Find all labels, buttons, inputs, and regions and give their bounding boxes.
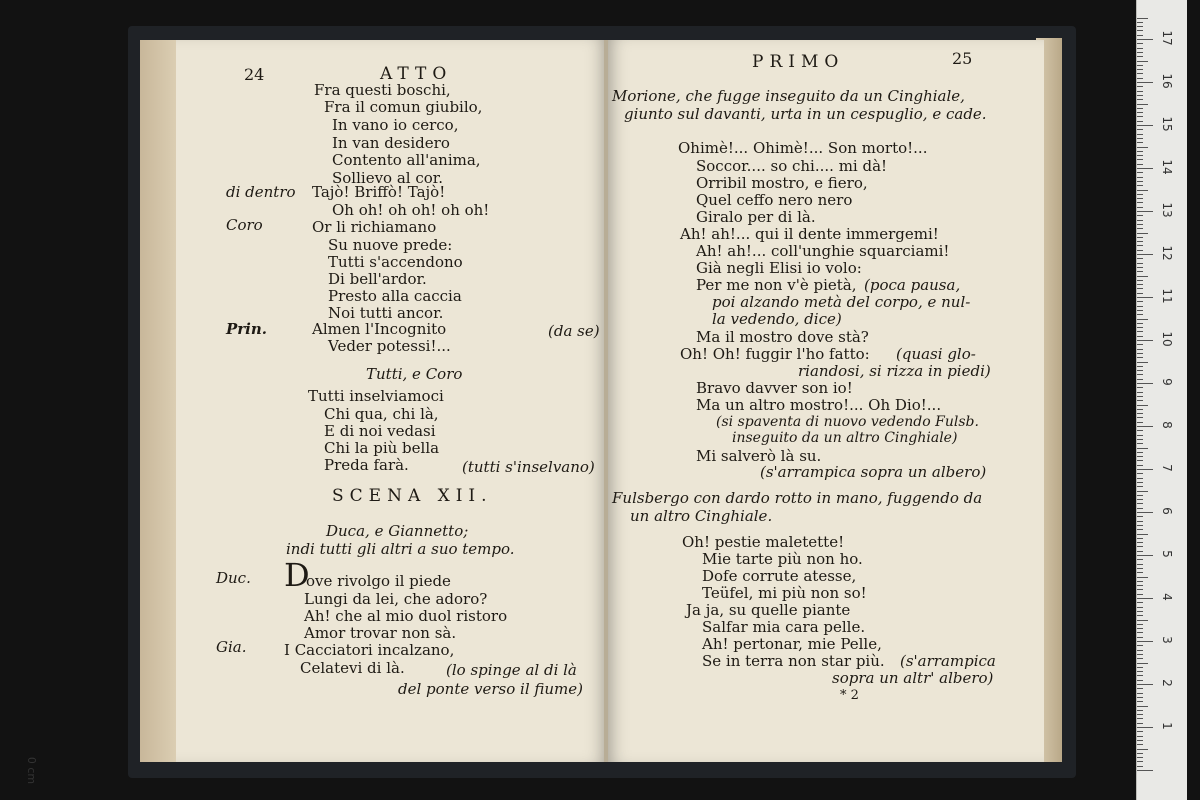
- verse-line: Amor trovar non sà.: [304, 624, 457, 642]
- speaker-label: di dentro: [226, 183, 296, 201]
- verse-line: ove rivolgo il piede: [306, 572, 451, 590]
- ruler-tick: [1137, 559, 1143, 560]
- page-edges-left: [140, 40, 180, 762]
- verse-line: Su nuove prede:: [328, 236, 453, 254]
- ruler-tick: [1137, 86, 1143, 87]
- ruler-tick: [1137, 611, 1143, 612]
- ruler-tick: [1137, 198, 1143, 199]
- ruler-number: 4: [1160, 593, 1174, 601]
- ruler-tick: [1137, 379, 1143, 380]
- ruler-tick: [1137, 727, 1153, 728]
- ruler-tick: [1137, 650, 1143, 651]
- speaker-label: Prin.: [226, 320, 268, 338]
- ruler-tick: [1137, 697, 1143, 698]
- ruler-number: 1: [1160, 722, 1174, 730]
- ruler-tick: [1137, 65, 1143, 66]
- verse-line: Or li richiamano: [312, 218, 437, 236]
- verse-line: E di noi vedasi: [324, 422, 436, 440]
- ruler-tick: [1137, 147, 1148, 148]
- ruler-tick: [1137, 607, 1143, 608]
- ruler-tick: [1137, 602, 1143, 603]
- verse-line: Per me non v'è pietà,: [696, 276, 857, 294]
- ruler-tick: [1137, 546, 1143, 547]
- ruler-tick: [1137, 693, 1143, 694]
- verse-line: Salfar mia cara pelle.: [702, 618, 866, 636]
- ruler-number: 11: [1160, 288, 1174, 304]
- ruler-tick: [1137, 568, 1143, 569]
- ruler-tick: [1137, 521, 1143, 522]
- verse-line: Se in terra non star più.: [702, 652, 885, 670]
- ruler-tick: [1137, 469, 1153, 470]
- ruler-tick: [1137, 91, 1143, 92]
- stage-direction: inseguito da un altro Cinghiale): [732, 430, 958, 446]
- ruler-tick: [1137, 615, 1143, 616]
- ruler-tick: [1137, 753, 1143, 754]
- ruler-tick: [1137, 190, 1148, 191]
- stage-direction: (quasi glo-: [896, 345, 976, 363]
- ruler-number: 10: [1160, 331, 1174, 347]
- ruler-tick: [1137, 736, 1143, 737]
- ruler-tick: [1137, 439, 1143, 440]
- ruler-tick: [1137, 250, 1143, 251]
- drop-cap: D: [284, 556, 310, 594]
- page-number: 25: [952, 49, 973, 68]
- ruler-tick: [1137, 142, 1143, 143]
- ruler-tick: [1137, 577, 1148, 578]
- verse-line: Ma un altro mostro!... Oh Dio!...: [696, 396, 942, 414]
- ruler-number: 15: [1160, 116, 1174, 132]
- ruler-tick: [1137, 491, 1148, 492]
- ruler-tick: [1137, 48, 1143, 49]
- ruler-number: 16: [1160, 73, 1174, 89]
- ruler-tick: [1137, 301, 1143, 302]
- ruler-tick: [1137, 628, 1143, 629]
- ruler-tick: [1137, 99, 1143, 100]
- speaker-label: Gia.: [216, 638, 247, 656]
- ruler-tick: [1137, 202, 1143, 203]
- ruler-tick: [1137, 280, 1143, 281]
- ruler-tick: [1137, 503, 1143, 504]
- verse-line: I Cacciatori incalzano,: [284, 641, 455, 659]
- ruler-number: 13: [1160, 202, 1174, 218]
- ruler-tick: [1137, 632, 1143, 633]
- ruler-tick: [1137, 667, 1143, 668]
- verse-line: Chi qua, chi là,: [324, 405, 439, 423]
- ruler-tick: [1137, 499, 1143, 500]
- ruler-tick: [1137, 207, 1143, 208]
- stage-direction: (da se): [548, 322, 600, 340]
- ruler-number: 14: [1160, 159, 1174, 175]
- ruler-tick: [1137, 82, 1153, 83]
- ruler-tick: [1137, 392, 1143, 393]
- ruler-tick: [1137, 172, 1143, 173]
- ruler-tick: [1137, 276, 1148, 277]
- ruler-number: 9: [1160, 378, 1174, 386]
- ruler-tick: [1137, 233, 1148, 234]
- ruler-tick: [1137, 538, 1143, 539]
- ruler-tick: [1137, 43, 1143, 44]
- ruler-tick: [1137, 151, 1143, 152]
- ruler-tick: [1137, 228, 1143, 229]
- ruler-tick: [1137, 30, 1143, 31]
- ruler-tick: [1137, 405, 1148, 406]
- ruler-tick: [1137, 18, 1148, 19]
- stage-direction: sopra un altr' albero): [832, 669, 994, 687]
- ruler-tick: [1137, 254, 1153, 255]
- ruler-tick: [1137, 452, 1143, 453]
- verse-line: Bravo davver son io!: [696, 379, 853, 397]
- verse-line: Mie tarte più non ho.: [702, 550, 863, 568]
- ruler-tick: [1137, 112, 1143, 113]
- ruler-tick: [1137, 134, 1143, 135]
- stage-direction: (s'arrampica sopra un albero): [760, 463, 987, 481]
- stage-direction: (s'arrampica: [900, 652, 996, 670]
- verse-line: Oh oh! oh oh! oh oh!: [332, 201, 490, 219]
- ruler-tick: [1137, 598, 1153, 599]
- ruler-tick: [1137, 177, 1143, 178]
- ruler-tick: [1137, 409, 1143, 410]
- verse-line: Sollievo al cor.: [332, 169, 444, 187]
- ruler-tick: [1137, 718, 1143, 719]
- ruler-tick: [1137, 529, 1143, 530]
- verse-line: Soccor.... so chi.... mi dà!: [696, 157, 888, 175]
- ruler-tick: [1137, 413, 1143, 414]
- ruler-tick: [1137, 263, 1143, 264]
- ruler-tick: [1137, 306, 1143, 307]
- ruler-tick: [1137, 749, 1148, 750]
- verse-line: Tajò! Briffò! Tajò!: [312, 183, 446, 201]
- ruler-tick: [1137, 688, 1143, 689]
- ruler-number: 6: [1160, 507, 1174, 515]
- verse-line: Preda farà.: [324, 456, 409, 474]
- stage-direction: Fulsbergo con dardo rotto in mano, fuggendo da: [612, 489, 983, 507]
- speaker-label: Coro: [226, 216, 263, 234]
- stage-direction: (si spaventa di nuovo vedendo Fulsb.: [716, 414, 979, 430]
- ruler-tick: [1137, 353, 1143, 354]
- stage-direction: (poca pausa,: [864, 276, 961, 294]
- ruler-tick: [1137, 757, 1143, 758]
- stage-direction: Tutti, e Coro: [366, 365, 463, 383]
- ruler-tick: [1137, 555, 1153, 556]
- ruler-tick: [1137, 22, 1143, 23]
- ruler-tick: [1137, 710, 1143, 711]
- ruler-tick: [1137, 387, 1143, 388]
- stage-direction: Morione, che fugge inseguito da un Cinghiale,: [612, 87, 965, 105]
- ruler-tick: [1137, 473, 1143, 474]
- ruler-tick: [1137, 293, 1143, 294]
- speaker-label: Duc.: [216, 569, 251, 587]
- ruler-tick: [1137, 723, 1143, 724]
- ruler-tick: [1137, 314, 1143, 315]
- ruler-tick: [1137, 297, 1153, 298]
- ruler-tick: [1137, 508, 1143, 509]
- ruler-tick: [1137, 637, 1143, 638]
- ruler-tick: [1137, 237, 1143, 238]
- verse-line: Contento all'anima,: [332, 151, 481, 169]
- verse-line: Presto alla caccia: [328, 287, 462, 305]
- verse-line: Teüfel, mi più non so!: [702, 584, 867, 602]
- ruler-tick: [1137, 357, 1143, 358]
- ruler-tick: [1137, 706, 1148, 707]
- ruler-tick: [1137, 319, 1148, 320]
- verse-line: Ah! pertonar, mie Pelle,: [702, 635, 882, 653]
- ruler-tick: [1137, 663, 1148, 664]
- ruler-tick: [1137, 366, 1143, 367]
- ruler-number: 12: [1160, 245, 1174, 261]
- ruler-tick: [1137, 181, 1143, 182]
- stage-direction: giunto sul davanti, urta in un cespuglio, e cade.: [624, 105, 987, 123]
- ruler-tick: [1137, 680, 1143, 681]
- ruler-number: 3: [1160, 636, 1174, 644]
- ruler-tick: [1137, 284, 1143, 285]
- ruler-tick: [1137, 435, 1143, 436]
- ruler-tick: [1137, 512, 1153, 513]
- ruler-tick: [1137, 675, 1143, 676]
- stage-direction: riandosi, si rizza in piedi): [798, 362, 991, 380]
- ruler-tick: [1137, 69, 1143, 70]
- ruler-tick: [1137, 585, 1143, 586]
- ruler-tick: [1137, 52, 1143, 53]
- running-head: PRIMO: [752, 52, 845, 72]
- ruler-tick: [1137, 245, 1143, 246]
- ruler-tick: [1137, 740, 1143, 741]
- verse-line: Orribil mostro, e fiero,: [696, 174, 868, 192]
- verse-line: Mi salverò là su.: [696, 447, 822, 465]
- ruler-tick: [1137, 39, 1153, 40]
- ruler-tick: [1137, 362, 1148, 363]
- ruler-tick: [1137, 35, 1143, 36]
- verse-line: Noi tutti ancor.: [328, 304, 444, 322]
- ruler-tick: [1137, 61, 1148, 62]
- verse-line: Chi la più bella: [324, 439, 440, 457]
- ruler-tick: [1137, 116, 1143, 117]
- measuring-ruler: [1136, 0, 1187, 800]
- verse-line: Fra il comun giubilo,: [324, 98, 483, 116]
- ruler-tick: [1137, 426, 1153, 427]
- verse-line: Giralo per di là.: [696, 208, 816, 226]
- ruler-tick: [1137, 155, 1143, 156]
- ruler-number: 5: [1160, 550, 1174, 558]
- ruler-tick: [1137, 224, 1143, 225]
- ruler-tick: [1137, 129, 1143, 130]
- ruler-tick: [1137, 396, 1143, 397]
- ruler-tick: [1137, 331, 1143, 332]
- ruler-tick: [1137, 731, 1143, 732]
- ruler-number: 8: [1160, 421, 1174, 429]
- ruler-tick: [1137, 340, 1153, 341]
- ruler-tick: [1137, 594, 1143, 595]
- ruler-tick: [1137, 589, 1143, 590]
- ruler-tick: [1137, 104, 1148, 105]
- verse-line: Tutti s'accendono: [328, 253, 463, 271]
- verse-line: Almen l'Incognito: [312, 320, 447, 338]
- verse-line: Ah! ah!... coll'unghie squarciami!: [696, 242, 950, 260]
- verse-line: Di bell'ardor.: [328, 270, 427, 288]
- ruler-tick: [1137, 495, 1143, 496]
- ruler-tick: [1137, 744, 1143, 745]
- verse-line: Oh! Oh! fuggir l'ho fatto:: [680, 345, 870, 363]
- ruler-tick: [1137, 271, 1143, 272]
- ruler-unit-label: 0 cm: [25, 756, 39, 785]
- running-head: ATTO: [380, 64, 453, 84]
- ruler-tick: [1137, 344, 1143, 345]
- ruler-tick: [1137, 220, 1143, 221]
- verse-line: Dofe corrute atesse,: [702, 567, 857, 585]
- stage-direction: (lo spinge al di là: [446, 661, 577, 679]
- ruler-tick: [1137, 658, 1143, 659]
- ruler-tick: [1137, 551, 1143, 552]
- stage-direction: poi alzando metà del corpo, e nul-: [712, 293, 971, 311]
- ruler-tick: [1137, 336, 1143, 337]
- ruler-tick: [1137, 620, 1148, 621]
- ruler-tick: [1137, 770, 1153, 771]
- ruler-tick: [1137, 645, 1143, 646]
- ruler-tick: [1137, 516, 1143, 517]
- ruler-tick: [1137, 701, 1143, 702]
- ruler-tick: [1137, 138, 1143, 139]
- ruler-tick: [1137, 374, 1143, 375]
- ruler-tick: [1137, 211, 1153, 212]
- ruler-tick: [1137, 443, 1143, 444]
- ruler-tick: [1137, 448, 1148, 449]
- ruler-tick: [1137, 310, 1143, 311]
- ruler-tick: [1137, 56, 1143, 57]
- ruler-tick: [1137, 534, 1148, 535]
- verse-line: Quel ceffo nero nero: [696, 191, 853, 209]
- ruler-tick: [1137, 164, 1143, 165]
- verse-line: Oh! pestie maletette!: [682, 533, 845, 551]
- ruler-tick: [1137, 761, 1143, 762]
- ruler-tick: [1137, 215, 1143, 216]
- stage-direction: la vedendo, dice): [712, 310, 842, 328]
- ruler-tick: [1137, 525, 1143, 526]
- verse-line: Veder potessi!...: [328, 337, 451, 355]
- ruler-tick: [1137, 125, 1153, 126]
- ruler-tick: [1137, 486, 1143, 487]
- scene-heading: SCENA XII.: [332, 486, 493, 506]
- ruler-tick: [1137, 482, 1143, 483]
- ruler-number: 2: [1160, 679, 1174, 687]
- ruler-tick: [1137, 383, 1153, 384]
- ruler-tick: [1137, 288, 1143, 289]
- verse-line: Ja ja, su quelle piante: [686, 601, 851, 619]
- ruler-tick: [1137, 684, 1153, 685]
- ruler-tick: [1137, 400, 1143, 401]
- signature-mark: * 2: [840, 688, 859, 703]
- ruler-tick: [1137, 465, 1143, 466]
- ruler-tick: [1137, 671, 1143, 672]
- ruler-tick: [1137, 241, 1143, 242]
- ruler-tick: [1137, 108, 1143, 109]
- ruler-tick: [1137, 430, 1143, 431]
- verse-line: Fra questi boschi,: [314, 81, 451, 99]
- ruler-tick: [1137, 121, 1143, 122]
- ruler-tick: [1137, 73, 1143, 74]
- verse-line: Ohimè!... Ohimè!... Son morto!...: [678, 139, 928, 157]
- ruler-tick: [1137, 267, 1143, 268]
- ruler-tick: [1137, 460, 1143, 461]
- page-number: 24: [244, 65, 265, 84]
- ruler-tick: [1137, 417, 1143, 418]
- verse-line: Ah! che al mio duol ristoro: [304, 607, 508, 625]
- ruler-tick: [1137, 194, 1143, 195]
- stage-direction: indi tutti gli altri a suo tempo.: [286, 540, 515, 558]
- stage-direction: Duca, e Giannetto;: [326, 522, 469, 540]
- ruler-tick: [1137, 572, 1143, 573]
- stage-direction: un altro Cinghiale.: [630, 507, 773, 525]
- ruler-tick: [1137, 26, 1143, 27]
- right-page: [608, 40, 1044, 762]
- verse-line: Ma il mostro dove stà?: [696, 328, 869, 346]
- verse-line: In van desidero: [332, 134, 450, 152]
- verse-line: Già negli Elisi io volo:: [696, 259, 862, 277]
- ruler-tick: [1137, 185, 1143, 186]
- left-page: [176, 40, 606, 762]
- ruler-tick: [1137, 542, 1143, 543]
- verse-line: In vano io cerco,: [332, 116, 459, 134]
- ruler-number: 17: [1160, 30, 1174, 46]
- verse-line: Lungi da lei, che adoro?: [304, 590, 488, 608]
- verse-line: Celatevi di là.: [300, 659, 405, 677]
- ruler-tick: [1137, 327, 1143, 328]
- ruler-tick: [1137, 323, 1143, 324]
- ruler-tick: [1137, 370, 1143, 371]
- stage-direction: (tutti s'inselvano): [462, 458, 595, 476]
- ruler-tick: [1137, 258, 1143, 259]
- ruler-tick: [1137, 456, 1143, 457]
- stage-direction: del ponte verso il fiume): [398, 680, 584, 698]
- ruler-tick: [1137, 581, 1143, 582]
- ruler-tick: [1137, 159, 1143, 160]
- ruler-tick: [1137, 654, 1143, 655]
- ruler-tick: [1137, 478, 1143, 479]
- verse-line: Tutti inselviamoci: [308, 387, 444, 405]
- ruler-tick: [1137, 624, 1143, 625]
- ruler-tick: [1137, 349, 1143, 350]
- verse-line: Ah! ah!... qui il dente immergemi!: [680, 225, 939, 243]
- ruler-tick: [1137, 168, 1153, 169]
- ruler-tick: [1137, 95, 1143, 96]
- ruler-tick: [1137, 714, 1143, 715]
- ruler-tick: [1137, 78, 1143, 79]
- ruler-tick: [1137, 564, 1143, 565]
- ruler-tick: [1137, 422, 1143, 423]
- ruler-tick: [1137, 641, 1153, 642]
- ruler-tick: [1137, 766, 1143, 767]
- ruler-number: 7: [1160, 464, 1174, 472]
